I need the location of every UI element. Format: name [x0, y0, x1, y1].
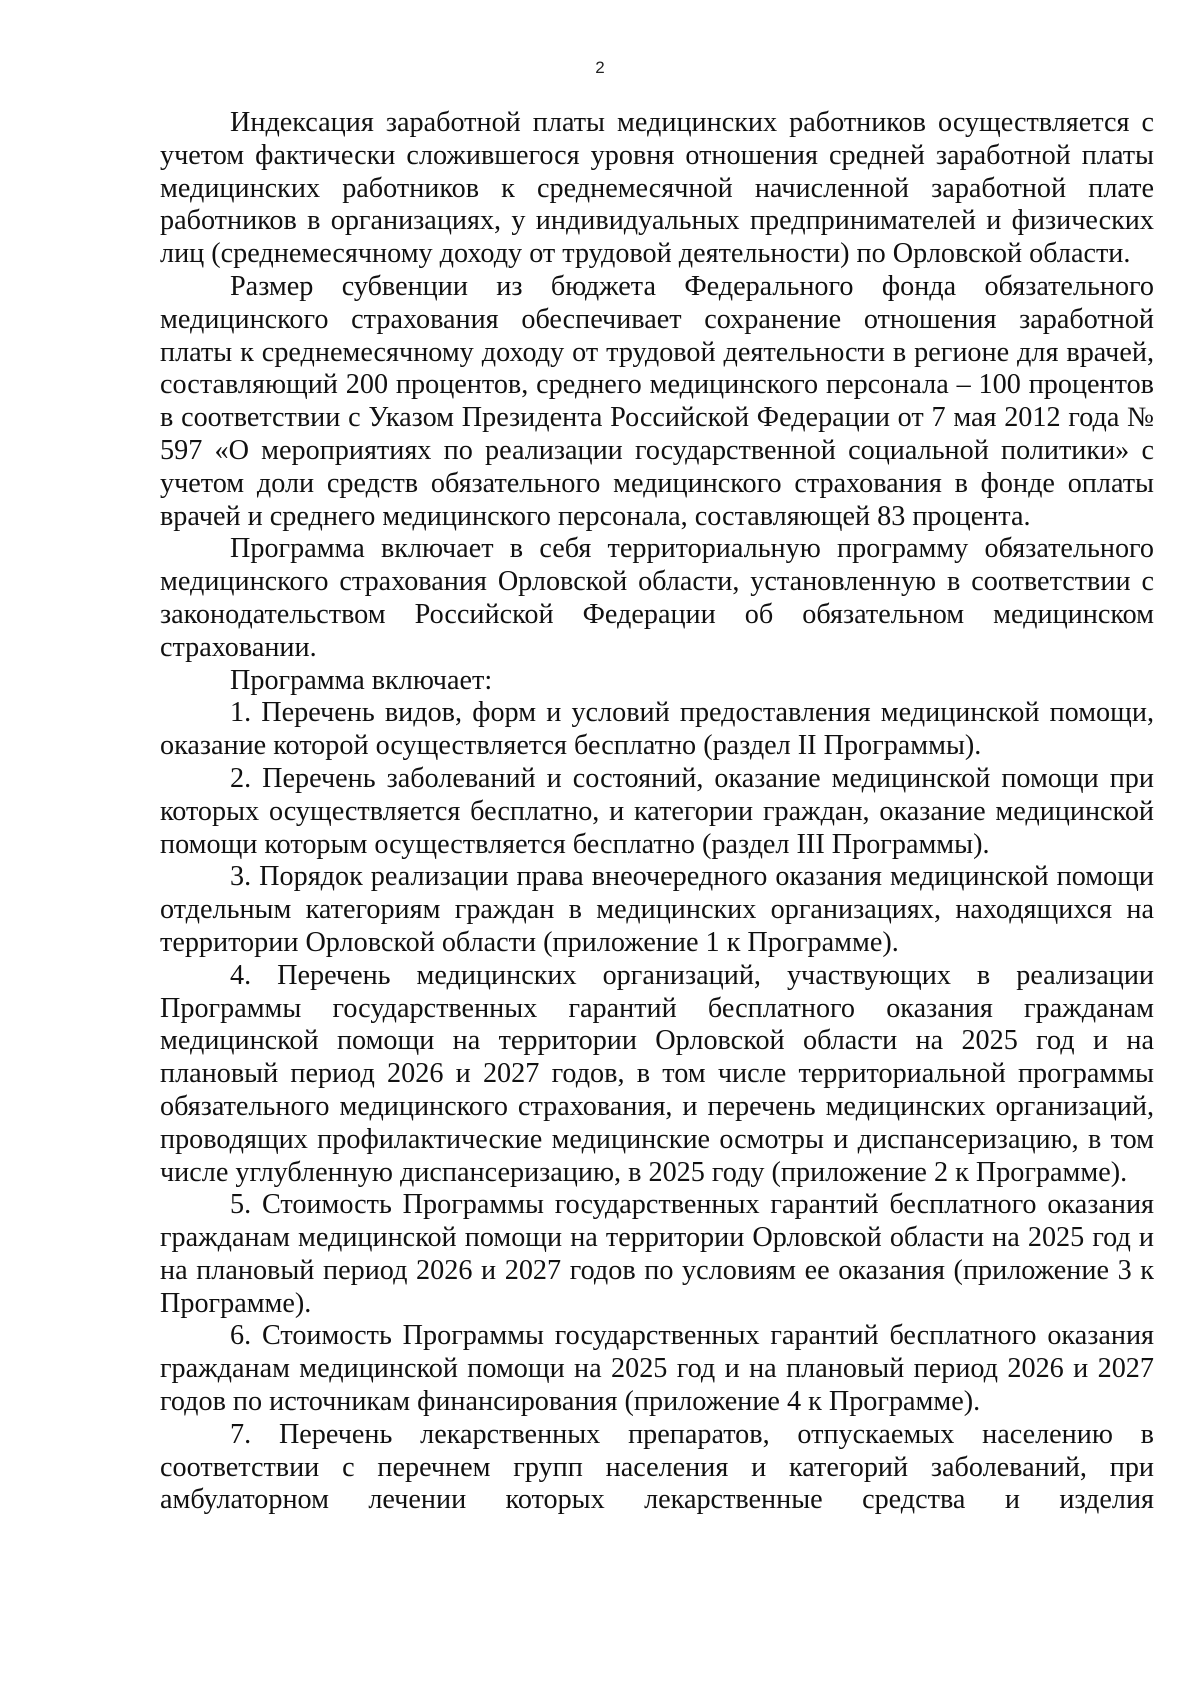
list-item-2: 2. Перечень заболеваний и состояний, оказание медицинской помощи при которых осуществляется бесплатно, и категории граждан, оказание медицинской помощи которым осуществляется бесплатно (раздел III Программы).: [160, 762, 1154, 860]
paragraph-program-includes-territorial: Программа включает в себя территориальную программу обязательного медицинского страхования Орловской области, установленную в соответствии с законодательством Российской Федерации об обязательном медицинском страховании.: [160, 533, 1154, 663]
list-item-7: 7. Перечень лекарственных препаратов, отпускаемых населению в соответствии с перечнем групп населения и категорий заболеваний, при амбулаторном лечении которых лекарственные средства и изделия: [160, 1418, 1154, 1516]
list-item-1: 1. Перечень видов, форм и условий предоставления медицинской помощи, оказание которой осуществляется бесплатно (раздел II Программы).: [160, 697, 1154, 762]
paragraph-salary-indexation: Индексация заработной платы медицинских работников осуществляется с учетом фактически сложившегося уровня отношения средней заработной платы медицинских работников к среднемесячной начисленной заработной плате работников в организациях, у индивидуальных предпринимателей и физических лиц (среднемесячному доходу от трудовой деятельности) по Орловской области.: [160, 107, 1154, 270]
list-item-6: 6. Стоимость Программы государственных гарантий бесплатного оказания гражданам медицинской помощи на 2025 год и на плановый период 2026 и 2027 годов по источникам финансирования (приложение 4 к Программе).: [160, 1320, 1154, 1418]
document-body: [160, 107, 1154, 1517]
paragraph-subvention-size: Размер субвенции из бюджета Федерального фонда обязательного медицинского страхования обеспечивает сохранение отношения заработной платы к среднемесячному доходу от трудовой деятельности в регионе для врачей, составляющий 200 процентов, среднего медицинского персонала – 100 процентов в соответствии с Указом Президента Российской Федерации от 7 мая 2012 года № 597 «О мероприятиях по реализации государственной социальной политики» с учетом доли средств обязательного медицинского страхования в фонде оплаты врачей и среднего медицинского персонала, составляющей 83 процента.: [160, 270, 1154, 532]
list-item-4: 4. Перечень медицинских организаций, участвующих в реализации Программы государственных гарантий бесплатного оказания гражданам медицинской помощи на территории Орловской области на 2025 год и на плановый период 2026 и 2027 годов, в том числе территориальной программы обязательного медицинского страхования, и перечень медицинских организаций, проводящих профилактические медицинские осмотры и диспансеризацию, в том числе углубленную диспансеризацию, в 2025 году (приложение 2 к Программе).: [160, 959, 1154, 1188]
page-number: 2: [595, 58, 605, 77]
list-item-5: 5. Стоимость Программы государственных гарантий бесплатного оказания гражданам медицинской помощи на территории Орловской области на 2025 год и на плановый период 2026 и 2027 годов по условиям ее оказания (приложение 3 к Программе).: [160, 1189, 1154, 1319]
list-item-3: 3. Порядок реализации права внеочередного оказания медицинской помощи отдельным категориям граждан в медицинских организациях, находящихся на территории Орловской области (приложение 1 к Программе).: [160, 861, 1154, 958]
paragraph-program-includes-heading: Программа включает:: [230, 664, 493, 696]
